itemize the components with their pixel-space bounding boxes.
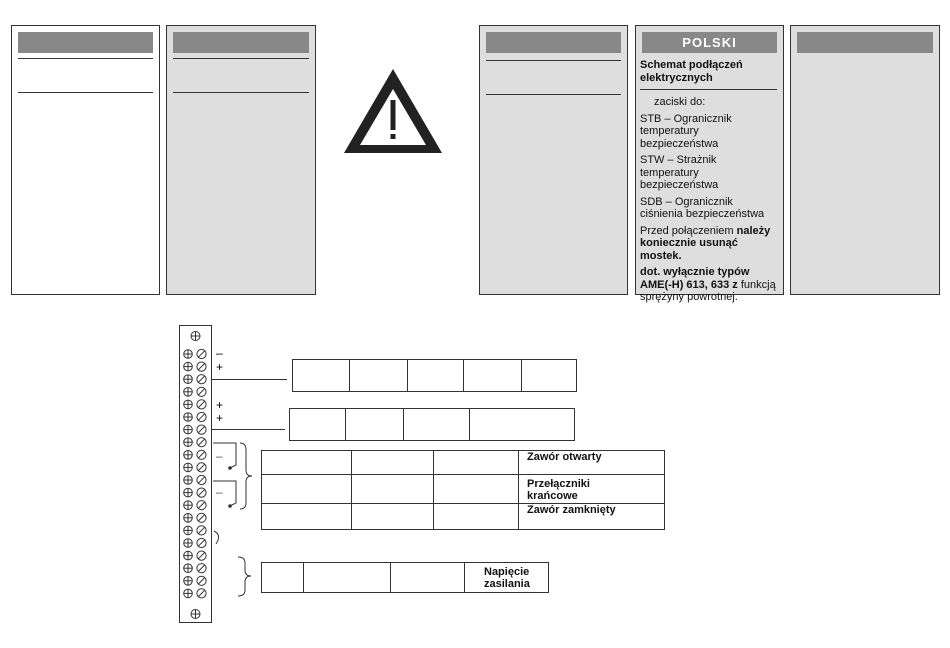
label-supply-voltage: Napięcie zasilania [484,566,530,590]
terminal-sign: + [216,360,224,374]
label-valve-closed: Zawór zamknięty [527,504,616,516]
label-valve-open: Zawór otwarty [527,451,602,463]
terminal-sign: + [216,411,224,425]
table-signal-1 [293,359,577,392]
brace [214,531,219,544]
sdb-description: SDB – Ogranicznik ciśnienia bezpieczeństwa [640,195,765,220]
table-signal-2 [290,408,576,441]
brace [240,443,252,509]
terminal-sign: – [216,346,223,360]
ground-icon [191,610,200,619]
ground-icon [191,332,200,341]
stw-description: STW – Strażnik temperatury bezpieczeństwa [640,154,719,191]
brace [238,557,251,596]
panel-heading: Schemat podłączeń elektrycznych [640,59,743,84]
bridge-note-text: Przed połączeniem [640,224,737,237]
terminals-intro: zaciski do: [654,96,706,108]
terminal-sign: – [216,449,223,463]
terminal-sign: + [216,398,224,412]
models-note-text: funkcją sprężyny powrotnej. [640,278,776,303]
models-note-emphasis: dot. wyłącznie typów AME(-H) 613, 633 z [640,266,750,291]
label-limit-switches: Przełączniki krańcowe [527,478,590,502]
terminal-sign: – [216,485,223,499]
stb-description: STB – Ogranicznik temperatury bezpieczeństwa [640,112,732,150]
bridge-note-emphasis: należy koniecznie usunąć mostek. [640,224,771,262]
panel-language-title: POLSKI [642,32,777,53]
